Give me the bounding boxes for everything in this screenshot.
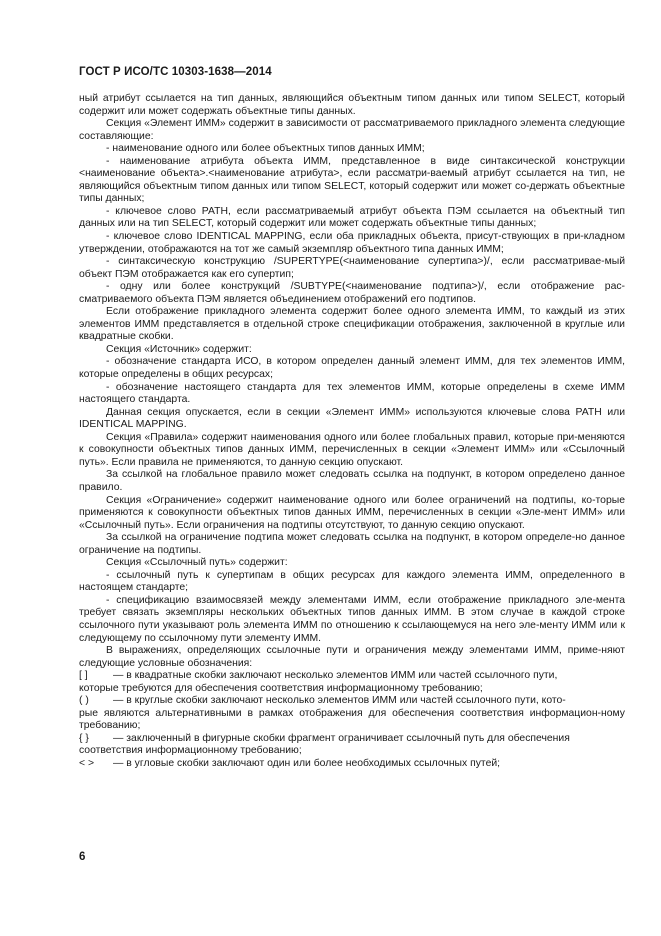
paragraph: Секция «Элемент ИММ» содержит в зависимости от рассматриваемого прикладного элемента следующие составляющие:: [79, 118, 626, 142]
paragraph: В выражениях, определяющих ссылочные пути и ограничения между элементами ИММ, приме-няют следующие условные обозначения:: [79, 645, 625, 669]
list-item: - синтаксическую конструкцию /SUPERTYPE(<наименование супертипа>)/, если рассматривае-мый объект ПЭМ отображается как его супертип;: [79, 256, 625, 280]
paragraph: За ссылкой на ограничение подтипа может следовать ссылка на подпункт, в котором определе-но данное ограничение на подтипы.: [79, 532, 625, 556]
list-item: - ключевое слово PATH, если рассматриваемый атрибут объекта ПЭМ ссылается на объектный тип данных или на тип SELECT, который содержит или может содержать объектные типы данных;: [79, 205, 625, 230]
paragraph: Данная секция опускается, если в секции «Элемент ИММ» используются ключевые слова PATH или IDENTICAL MAPPING.: [79, 406, 625, 431]
list-item: - спецификацию взаимосвязей между элементами ИММ, если отображение прикладного эле-мента требует связать экземпляры нескольких объектных типов данных ИММ. В этом случае в каждой строке ссылочного пути указывают роль элемента ИММ по отношению к ссылающемуся на него эле-менту ИММ или к следующему по ссылочному пути элементу ИММ.: [79, 594, 625, 644]
page-number: 6: [79, 851, 86, 863]
notation-symbol: { }: [79, 732, 89, 744]
list-item: - ссылочный путь к супертипам в общих ресурсах для каждого элемента ИММ, определенного в настоящем стандарте;: [79, 569, 625, 594]
document-body: [79, 93, 625, 771]
paragraph: ный атрибут ссылается на тип данных, являющийся объектным типом данных или типом SELECT, который содержит или может содержать объектные типы данных.: [79, 93, 625, 117]
notation-symbol: ( ): [79, 695, 89, 707]
notation-text: — в круглые скобки заключают несколько элементов ИММ или частей ссылочного пути, кото-: [113, 695, 566, 707]
paragraph: Секция «Правила» содержит наименования одного или более глобальных правил, которые при-меняются к совокупности объектных типов данных ИММ, перечисленных в секции «Элемент ИММ» или «Ссылочный путь». Если правила не применяются, то данную секцию опускают.: [79, 431, 625, 468]
notation-definition: [79, 733, 625, 758]
list-item: - ключевое слово IDENTICAL MAPPING, если оба прикладных объекта, присут-ствующих в при-кладном утверждении, отображаются на тот же самый экземпляр объектного типа данных ИММ;: [79, 231, 625, 255]
notation-definition: [79, 695, 625, 733]
paragraph: Секция «Ссылочный путь» содержит:: [106, 557, 288, 569]
paragraph: Секция «Источник» содержит:: [106, 343, 252, 355]
list-item: - одну или более конструкций /SUBTYPE(<наименование подтипа>)/, если отображение рас-сматриваемого объекта ПЭМ является объединением отображений его подтипов.: [79, 281, 625, 305]
list-item: - наименование одного или более объектных типов данных ИММ;: [106, 143, 425, 155]
notation-definition: [79, 758, 625, 771]
notation-text: — в квадратные скобки заключают несколько элементов ИММ или частей ссылочного пути,: [113, 670, 558, 682]
list-item: - наименование атрибута объекта ИММ, представленное в виде синтаксической конструкции <наименование объекта>.<наименование атрибута>, если рассматри-ваемый атрибут ссылается на тип, не являющийся объектным типом данных или типом SELECT, который содержит или может со-держать объектные типы данных;: [79, 155, 625, 205]
notation-text: — заключенный в фигурные скобки фрагмент ограничивает ссылочный путь для обеспечения: [113, 732, 570, 744]
notation-text: — в угловые скобки заключают один или более необходимых ссылочных путей;: [113, 757, 501, 769]
notation-symbol: < >: [79, 757, 95, 769]
paragraph: За ссылкой на глобальное правило может следовать ссылка на подпункт, в котором определено данное правило.: [79, 469, 625, 493]
paragraph: Если отображение прикладного элемента содержит более одного элемента ИММ, то каждый из этих элементов ИММ представляется в отдельной строке спецификации отображения, заключенной в круглые или квадратные скобки.: [79, 306, 625, 343]
notation-text-continued: рые являются альтернативными в рамках отображения для обеспечения соответствия информацион-ному требованию;: [79, 707, 625, 732]
paragraph: Секция «Ограничение» содержит наименование одного или более ограничений на подтипы, ко-торые применяются к совокупности объектных типов данных ИММ, перечисленных в секции «Эле-мент ИММ» или «Ссылочный путь». Если ограничения на подтипы отсутствуют, то данную секцию опускают.: [79, 494, 625, 531]
list-item: - обозначение настоящего стандарта для тех элементов ИММ, которые определены в схеме ИММ настоящего стандарта.: [79, 381, 625, 406]
notation-symbol: [ ]: [79, 670, 88, 682]
notation-text-continued: которые требуются для обеспечения соответствия информационному требованию;: [79, 682, 483, 694]
list-item: - обозначение стандарта ИСО, в котором определен данный элемент ИММ, для тех элементов ИММ, которые определены в общих ресурсах;: [79, 356, 625, 381]
notation-definition: [79, 670, 625, 695]
notation-text-continued: соответствия информационному требованию;: [79, 745, 302, 757]
document-header: ГОСТ Р ИСО/ТС 10303-1638—2014: [79, 66, 272, 78]
